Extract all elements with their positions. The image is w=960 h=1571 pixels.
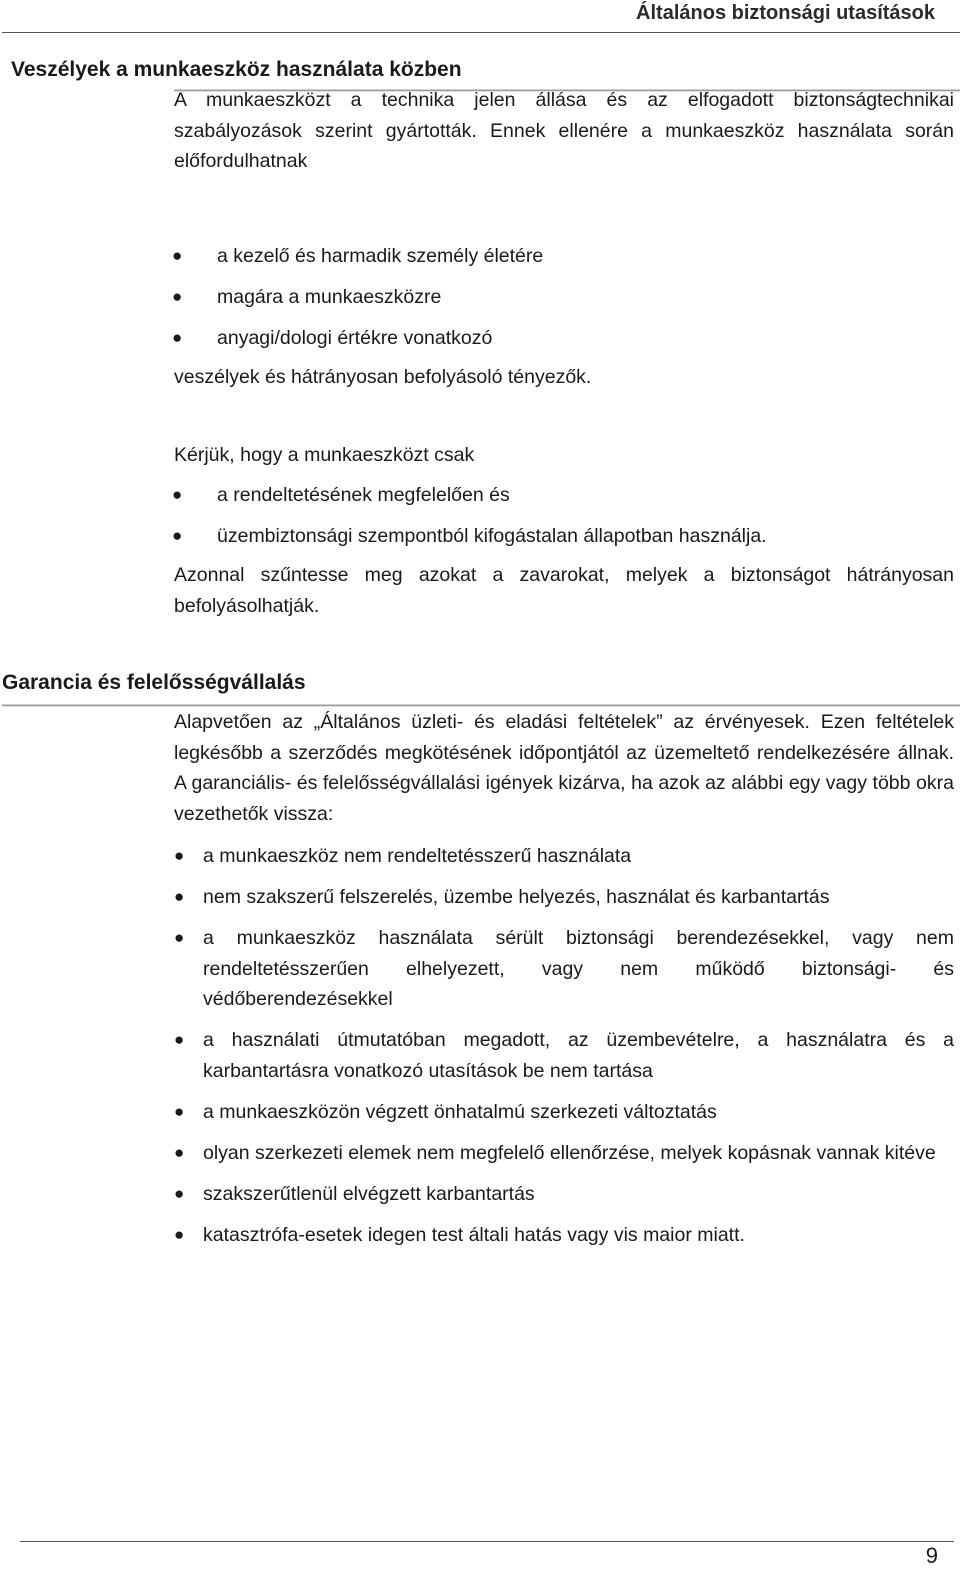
bullet-icon: ●: [174, 846, 185, 865]
list-item: ● nem szakszerű felszerelés, üzembe helyezés, használat és karbantartás: [174, 882, 954, 913]
bullet-icon: ●: [174, 927, 185, 947]
bullet-icon: ●: [172, 327, 183, 347]
list-item: ● olyan szerkezeti elemek nem megfelelő ellenőrzése, melyek kopásnak vannak kitéve: [174, 1138, 954, 1169]
section-heading-hazards: Veszélyek a munkaeszköz használata közben: [11, 58, 462, 81]
list-item: ● a rendeltetésének megfelelően és: [174, 480, 954, 511]
footer-rule: [20, 1541, 954, 1542]
list-item: ● katasztrófa-esetek idegen test általi hatás vagy vis maior miatt.: [174, 1220, 954, 1251]
list-item: ● üzembiztonsági szempontból kifogástalan állapotban használja.: [174, 521, 954, 552]
list-item: ● a munkaeszköz használata sérült biztonsági berendezésekkel, vagy nem rendeltetésszerűen elhelyezett, vagy nem működő biztonsági- és védőberendezésekkel: [174, 923, 954, 1015]
bullet-icon: ●: [174, 1030, 185, 1050]
header-rule: [2, 32, 960, 33]
header-title: Általános biztonsági utasítások: [636, 2, 935, 24]
bullet-icon: ●: [174, 886, 185, 906]
bullet-icon: ●: [174, 1142, 185, 1162]
list-item: ● magára a munkaeszközre: [174, 282, 954, 313]
usage-list: [174, 480, 954, 562]
bullet-icon: ●: [172, 525, 183, 545]
warranty-intro: Alapvetően az „Általános üzleti- és eladási feltételek” az érvényesek. Ezen feltételek legkésőbb a szerződés megkötésének időpontjától az üzemeltető rendelkezésére állnak. A garanciális- és felelősségvállalási igények kizárva, ha azok az alábbi egy vagy több okra vezethetők vissza:: [174, 711, 954, 825]
hazards-intro: A munkaeszközt a technika jelen állása és az elfogadott biztonságtechnikai szabályozások szerint gyártották. Ennek ellenére a munkaeszköz használata során előfordulhatnak: [174, 89, 954, 173]
hazards-tail: veszélyek és hátrányosan befolyásoló tényezők.: [174, 366, 592, 388]
hazard-list: [174, 241, 954, 364]
warranty-exclusion-list: [174, 841, 954, 1261]
bullet-icon: ●: [172, 485, 183, 504]
section-heading-warranty: Garancia és felelősségvállalás: [2, 671, 306, 694]
list-item: ● a munkaeszköz nem rendeltetésszerű használata: [174, 841, 954, 872]
list-item: ● anyagi/dologi értékre vonatkozó: [174, 323, 954, 354]
bullet-icon: ●: [172, 286, 183, 306]
list-item: ● a használati útmutatóban megadott, az üzembevételre, a használatra és a karbantartásra vonatkozó utasítások be nem tartása: [174, 1025, 954, 1086]
list-item: ● szakszerűtlenül elvégzett karbantartás: [174, 1179, 954, 1210]
bullet-icon: ●: [174, 1224, 185, 1244]
bullet-icon: ●: [174, 1101, 185, 1121]
list-item: ● a kezelő és harmadik személy életére: [174, 241, 954, 272]
bullet-icon: ●: [174, 1183, 185, 1203]
list-item: ● a munkaeszközön végzett önhatalmú szerkezeti változtatás: [174, 1097, 954, 1128]
hazards-closing: Azonnal szűntesse meg azokat a zavarokat, melyek a biztonságot hátrányosan befolyásolhatják.: [174, 564, 954, 617]
page-number: 9: [925, 1543, 938, 1568]
usage-request: Kérjük, hogy a munkaeszközt csak: [174, 444, 475, 466]
bullet-icon: ●: [172, 246, 183, 265]
